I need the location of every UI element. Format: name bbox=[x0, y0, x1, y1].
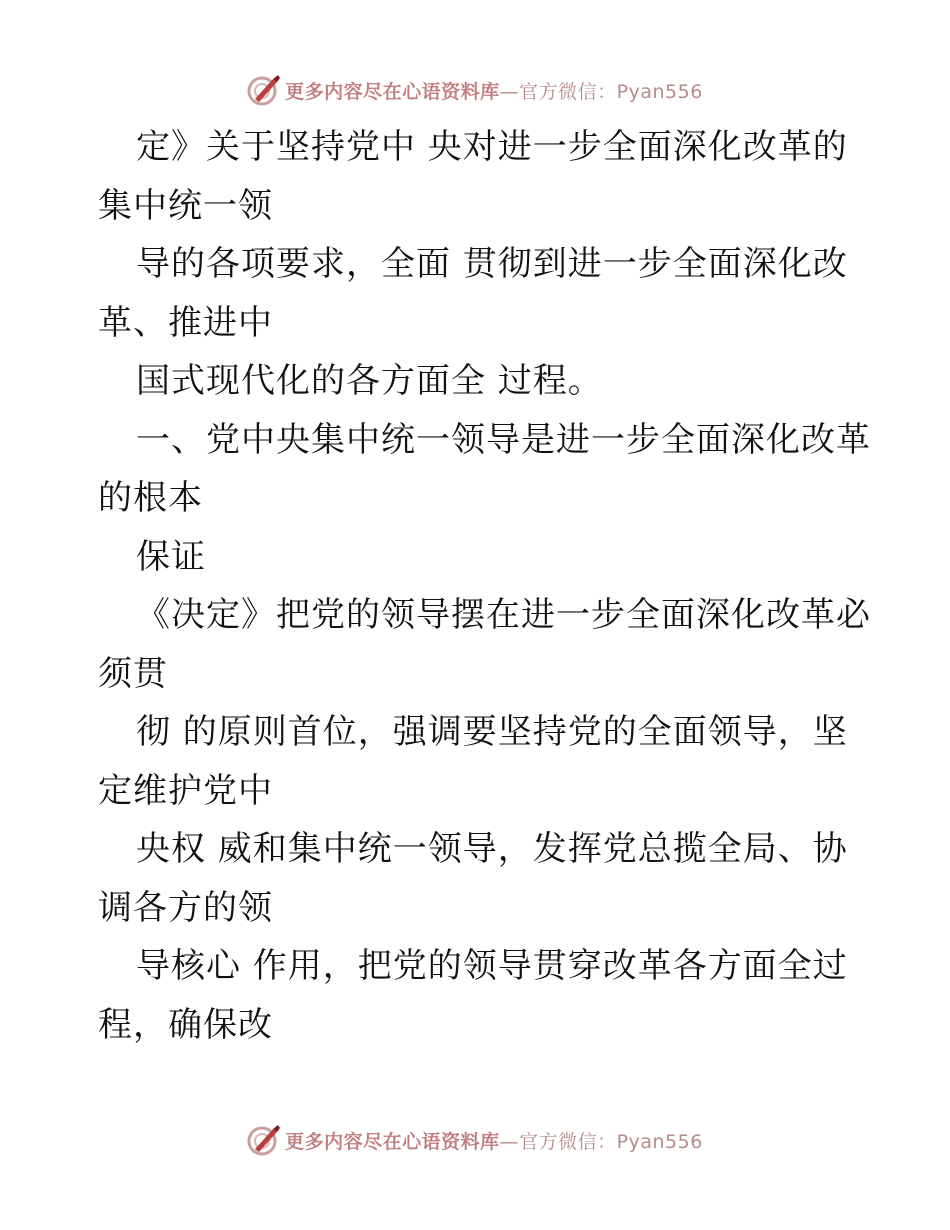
text-line: 央权 威和集中统一领导，发挥党总揽全局、协 bbox=[136, 829, 848, 869]
footer-brand: 更多内容尽在心语资料库 bbox=[285, 1130, 500, 1153]
header-brand: 更多内容尽在心语资料库 bbox=[285, 80, 500, 103]
text-line: 程，确保改 bbox=[98, 1004, 273, 1045]
header-banner-text bbox=[285, 77, 703, 104]
text-line: 保证 bbox=[136, 536, 206, 577]
text-line: 定维护党中 bbox=[98, 770, 273, 811]
header-banner bbox=[0, 70, 950, 110]
text-line: 革、推进中 bbox=[98, 302, 273, 343]
text-line: 彻 的原则首位，强调要坚持党的全面领导，坚 bbox=[136, 712, 848, 752]
footer-banner bbox=[0, 1120, 950, 1160]
text-line: 须贯 bbox=[98, 653, 168, 694]
text-line: 导核心 作用，把党的领导贯穿改革各方面全过 bbox=[136, 946, 848, 986]
text-line: 集中统一领 bbox=[98, 185, 273, 226]
text-line: 导的各项要求，全面 贯彻到进一步全面深化改 bbox=[136, 244, 848, 284]
text-line: 定》关于坚持党中 央对进一步全面深化改革的 bbox=[136, 127, 848, 167]
text-line: 《决定》把党的领导摆在进一步全面深化改革必 bbox=[136, 595, 871, 635]
document-body bbox=[98, 118, 878, 1054]
pen-logo-icon bbox=[247, 73, 281, 107]
header-wechat: 官方微信：Pyan556 bbox=[519, 80, 703, 103]
pen-logo-icon bbox=[247, 1123, 281, 1157]
footer-banner-text bbox=[285, 1127, 703, 1154]
text-line: 的根本 bbox=[98, 478, 203, 518]
header-separator: — bbox=[499, 80, 520, 103]
footer-separator: — bbox=[499, 1130, 520, 1153]
text-line: 国式现代化的各方面全 过程。 bbox=[136, 361, 603, 401]
text-line: 一、党中央集中统一领导是进一步全面深化改革 bbox=[136, 419, 871, 460]
text-line: 调各方的领 bbox=[98, 887, 273, 928]
footer-wechat: 官方微信：Pyan556 bbox=[519, 1130, 703, 1153]
